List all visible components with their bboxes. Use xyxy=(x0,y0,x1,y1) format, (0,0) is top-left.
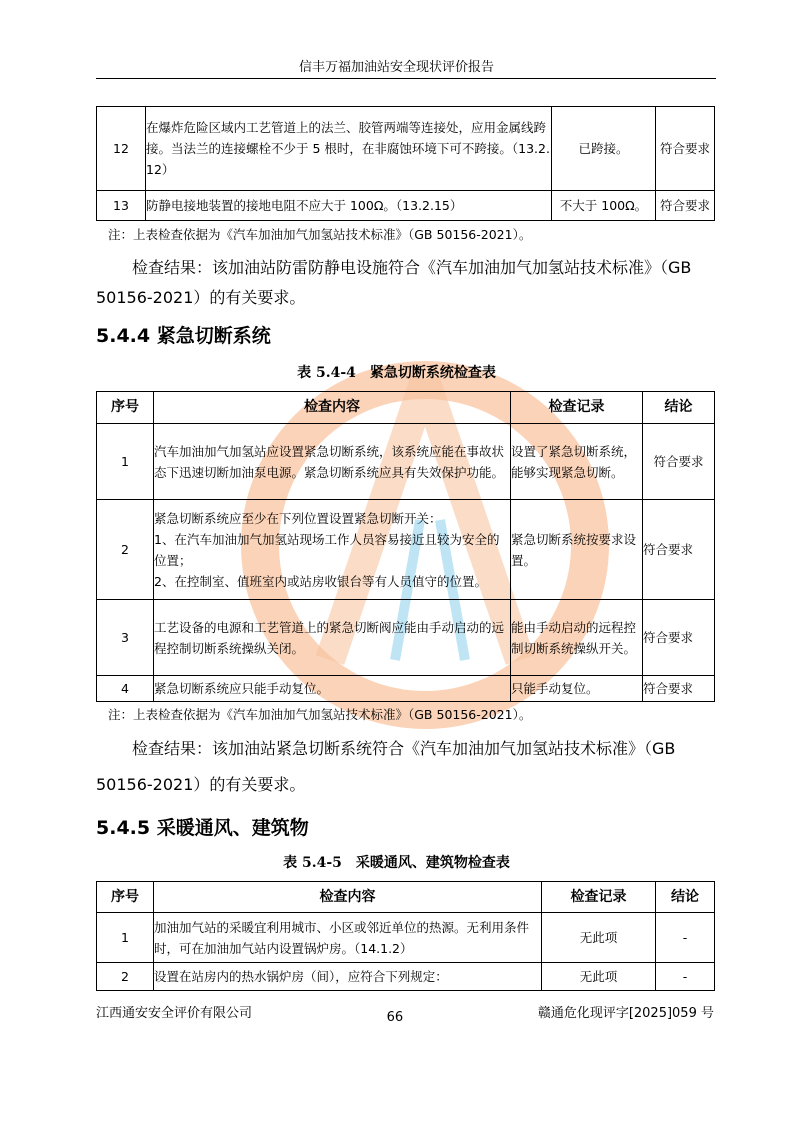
row-record: 能由手动启动的远程控制切断系统操纵开关。 xyxy=(511,600,643,676)
content-line: 紧急切断系统应至少在下列位置设置紧急切断开关： xyxy=(154,510,442,526)
row-content: 设置在站房内的热水锅炉房（间），应符合下列规定： xyxy=(154,963,542,991)
section-heading: 5.4.5 采暖通风、建筑物 xyxy=(96,817,309,839)
row-result: 符合要求 xyxy=(643,424,715,500)
row-no: 2 xyxy=(97,963,154,991)
footer-doc-number: 赣通危化现评字[2025]059 号 xyxy=(537,1006,714,1021)
table-note: 注：上表检查依据为《汽车加油加气加氢站技术标准》（GB 50156-2021）。 xyxy=(108,707,532,722)
table-row xyxy=(97,913,715,963)
row-content: 加油加气站的采暖宜利用城市、小区或邻近单位的热源。无利用条件时，可在加油加气站内设置锅炉房。（14.1.2） xyxy=(154,913,542,963)
row-result: 符合要求 xyxy=(656,191,715,221)
row-result: 符合要求 xyxy=(643,676,715,702)
row-no: 4 xyxy=(97,676,154,702)
row-no: 2 xyxy=(97,500,154,600)
column-header: 检查内容 xyxy=(154,882,542,913)
column-header: 结论 xyxy=(643,392,715,424)
table-row xyxy=(97,191,715,221)
page-header: 信丰万福加油站安全现状评价报告 xyxy=(298,60,494,75)
column-header: 序号 xyxy=(97,882,154,913)
row-record: 已跨接。 xyxy=(552,107,656,191)
emergency-shutdown-table xyxy=(96,391,715,702)
table-row xyxy=(97,676,715,702)
row-no: 12 xyxy=(97,107,146,191)
page-footer xyxy=(96,1005,714,1033)
page-number: 66 xyxy=(386,1010,404,1025)
row-no: 3 xyxy=(97,600,154,676)
row-result: 符合要求 xyxy=(643,600,715,676)
header-divider xyxy=(96,78,716,79)
heating-ventilation-table xyxy=(96,881,715,991)
row-record: 紧急切断系统按要求设置。 xyxy=(511,500,643,600)
content-line: 2、在控制室、值班室内或站房收银台等有人员值守的位置。 xyxy=(154,573,487,589)
table-caption: 表 5.4-5 采暖通风、建筑物检查表 xyxy=(283,855,510,871)
row-content xyxy=(154,500,511,600)
column-header: 检查内容 xyxy=(154,392,511,424)
table-row xyxy=(97,963,715,991)
row-content: 在爆炸危险区域内工艺管道上的法兰、胶管两端等连接处，应用金属线跨接。当法兰的连接螺栓不少于 5 根时，在非腐蚀环境下可不跨接。（13.2.12） xyxy=(146,107,552,191)
column-header: 检查记录 xyxy=(542,882,656,913)
section-heading: 5.4.4 紧急切断系统 xyxy=(96,325,271,347)
row-content: 防静电接地装置的接地电阻不应大于 100Ω。（13.2.15） xyxy=(146,191,552,221)
column-header: 序号 xyxy=(97,392,154,424)
row-result: 符合要求 xyxy=(656,107,715,191)
row-no: 1 xyxy=(97,424,154,500)
table-header-row xyxy=(97,392,715,424)
row-no: 1 xyxy=(97,913,154,963)
lightning-protection-table xyxy=(96,106,715,221)
check-result-paragraph: 检查结果：该加油站防雷防静电设施符合《汽车加油加气加氢站技术标准》（GB 50156-2021）的有关要求。 xyxy=(96,258,692,307)
table-row xyxy=(97,600,715,676)
row-result: - xyxy=(656,963,715,991)
row-content: 紧急切断系统应只能手动复位。 xyxy=(154,676,511,702)
table-row xyxy=(97,500,715,600)
row-no: 13 xyxy=(97,191,146,221)
row-record: 无此项 xyxy=(542,913,656,963)
row-record: 只能手动复位。 xyxy=(511,676,643,702)
column-header: 检查记录 xyxy=(511,392,643,424)
column-header: 结论 xyxy=(656,882,715,913)
row-record: 设置了紧急切断系统，能够实现紧急切断。 xyxy=(511,424,643,500)
row-result: 符合要求 xyxy=(643,500,715,600)
table-header-row xyxy=(97,882,715,913)
row-result: - xyxy=(656,913,715,963)
table-note: 注：上表检查依据为《汽车加油加气加氢站技术标准》（GB 50156-2021）。 xyxy=(108,227,532,242)
row-record: 无此项 xyxy=(542,963,656,991)
row-record: 不大于 100Ω。 xyxy=(552,191,656,221)
table-caption: 表 5.4-4 紧急切断系统检查表 xyxy=(297,365,496,381)
content-line: 1、在汽车加油加气加氢站现场工作人员容易接近且较为安全的位置； xyxy=(154,531,500,568)
table-row xyxy=(97,424,715,500)
footer-company: 江西通安安全评价有限公司 xyxy=(96,1006,253,1021)
table-row xyxy=(97,107,715,191)
check-result-paragraph: 检查结果：该加油站紧急切断系统符合《汽车加油加气加氢站技术标准》（GB 50156-2021）的有关要求。 xyxy=(96,739,676,794)
row-content: 工艺设备的电源和工艺管道上的紧急切断阀应能由手动启动的远程控制切断系统操纵关闭。 xyxy=(154,600,511,676)
row-content: 汽车加油加气加氢站应设置紧急切断系统，该系统应能在事故状态下迅速切断加油泵电源。紧急切断系统应具有失效保护功能。 xyxy=(154,424,511,500)
